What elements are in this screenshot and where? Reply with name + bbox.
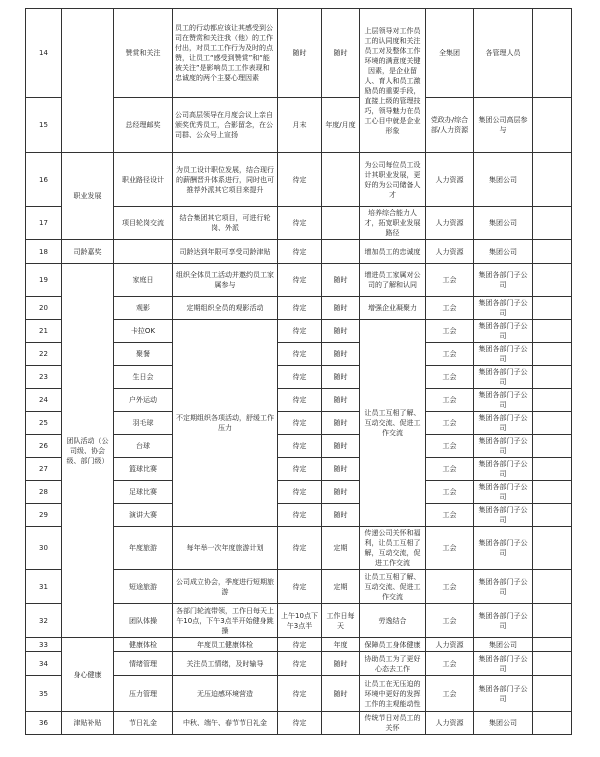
dept-cell: 工会 <box>426 366 474 389</box>
scope-cell: 各管理人员 <box>474 9 533 98</box>
time-cell: 定期 <box>322 527 360 570</box>
goal-cell: 让员工在无压迫的环境中更好的发挥工作的主观能动性 <box>360 676 426 712</box>
blank-cell <box>533 527 572 570</box>
dept-cell: 全集团 <box>426 9 474 98</box>
dept-cell: 工会 <box>426 604 474 638</box>
row-number: 31 <box>26 570 62 604</box>
time-cell: 随时 <box>322 389 360 412</box>
frequency-cell: 待定 <box>278 343 322 366</box>
frequency-cell: 待定 <box>278 435 322 458</box>
dept-cell: 工会 <box>426 481 474 504</box>
blank-cell <box>533 98 572 153</box>
frequency-cell: 待定 <box>278 412 322 435</box>
dept-cell: 工会 <box>426 458 474 481</box>
description-cell: 司龄达到年限可享受司龄津贴 <box>173 240 278 264</box>
scope-cell: 集团各部门子公司 <box>474 676 533 712</box>
blank-cell <box>533 320 572 343</box>
scope-cell: 集团公司 <box>474 638 533 652</box>
goal-cell: 增加员工的忠诚度 <box>360 240 426 264</box>
table-row <box>26 240 572 264</box>
item-cell: 观影 <box>114 297 173 320</box>
scope-cell: 集团公司高层参与 <box>474 98 533 153</box>
blank-cell <box>533 712 572 735</box>
item-cell: 短途旅游 <box>114 570 173 604</box>
blank-cell <box>533 638 572 652</box>
time-cell: 年度/月度 <box>322 98 360 153</box>
row-number: 24 <box>26 389 62 412</box>
description-cell: 公司高层领导在月度会议上亲自颁奖优秀员工，合影留念，在公司群、公众号上宣扬 <box>173 98 278 153</box>
item-cell: 年度旅游 <box>114 527 173 570</box>
goal-cell: 传递公司关怀和福利，让员工互相了解，互动交流，促进工作交流 <box>360 527 426 570</box>
item-cell: 职业路径设计 <box>114 153 173 207</box>
time-cell: 随时 <box>322 435 360 458</box>
item-cell: 户外运动 <box>114 389 173 412</box>
frequency-cell: 待定 <box>278 458 322 481</box>
scope-cell: 集团各部门子公司 <box>474 481 533 504</box>
category-cell: 津贴补贴 <box>62 712 114 735</box>
goal-cell: 保障员工身体健康 <box>360 638 426 652</box>
time-cell <box>322 153 360 207</box>
dept-cell: 工会 <box>426 297 474 320</box>
time-cell: 随时 <box>322 458 360 481</box>
item-cell: 台球 <box>114 435 173 458</box>
dept-cell: 人力资源 <box>426 153 474 207</box>
scope-cell: 集团各部门子公司 <box>474 366 533 389</box>
dept-cell: 工会 <box>426 343 474 366</box>
blank-cell <box>533 435 572 458</box>
frequency-cell: 待定 <box>278 264 322 297</box>
item-cell: 节日礼金 <box>114 712 173 735</box>
frequency-cell: 待定 <box>278 652 322 676</box>
frequency-cell: 待定 <box>278 638 322 652</box>
time-cell: 随时 <box>322 676 360 712</box>
table-row <box>26 264 572 297</box>
description-cell: 中秋、端午、春节节日礼金 <box>173 712 278 735</box>
item-cell: 项目轮岗交流 <box>114 207 173 240</box>
row-number: 32 <box>26 604 62 638</box>
description-cell: 员工的行动都应该让其感受到公司在赞赏和关注我（他）的工作付出，对员工工作行为及时的点赞，让员工“感受到赞赏”和“能被关注”是影响员工工作表现和忠诚度的两个主要心理因素 <box>173 9 278 98</box>
frequency-cell: 待定 <box>278 504 322 527</box>
frequency-cell: 待定 <box>278 297 322 320</box>
row-number: 19 <box>26 264 62 297</box>
item-cell: 羽毛球 <box>114 412 173 435</box>
item-cell: 足球比赛 <box>114 481 173 504</box>
item-cell: 卡拉OK <box>114 320 173 343</box>
scope-cell: 集团各部门子公司 <box>474 264 533 297</box>
description-cell: 每年举一次年度旅游计划 <box>173 527 278 570</box>
table-row <box>26 153 572 207</box>
goal-cell: 增进员工家属对公司的了解和认同 <box>360 264 426 297</box>
goal-cell: 传统节日对员工的关怀 <box>360 712 426 735</box>
scope-cell: 集团各部门子公司 <box>474 412 533 435</box>
goal-cell: 让员工互相了解、互动交流、促进工作交流 <box>360 320 426 527</box>
blank-cell <box>533 604 572 638</box>
frequency-cell: 待定 <box>278 676 322 712</box>
category-cell: 身心健康 <box>62 638 114 712</box>
time-cell: 随时 <box>322 481 360 504</box>
dept-cell: 人力资源 <box>426 240 474 264</box>
frequency-cell: 待定 <box>278 320 322 343</box>
time-cell: 随时 <box>322 412 360 435</box>
scope-cell: 集团各部门子公司 <box>474 570 533 604</box>
item-cell <box>114 240 173 264</box>
scope-cell: 集团公司 <box>474 240 533 264</box>
time-cell: 随时 <box>322 366 360 389</box>
blank-cell <box>533 481 572 504</box>
item-cell: 健康体检 <box>114 638 173 652</box>
row-number: 23 <box>26 366 62 389</box>
row-number: 28 <box>26 481 62 504</box>
description-cell: 不定期组织各项活动，舒缓工作压力 <box>173 320 278 527</box>
time-cell <box>322 240 360 264</box>
goal-cell: 为公司每位员工设计其职业发展，更好的为公司储备人才 <box>360 153 426 207</box>
goal-cell: 培养综合能力人才，拓宽职业发展路径 <box>360 207 426 240</box>
frequency-cell: 上午10点下午3点半 <box>278 604 322 638</box>
item-cell: 总经理邮奖 <box>114 98 173 153</box>
blank-cell <box>533 264 572 297</box>
item-cell: 团队体操 <box>114 604 173 638</box>
row-number: 20 <box>26 297 62 320</box>
dept-cell: 人力资源 <box>426 712 474 735</box>
category-cell <box>62 9 114 153</box>
item-cell: 生日会 <box>114 366 173 389</box>
dept-cell: 工会 <box>426 676 474 712</box>
description-cell: 各部门轮流带领，工作日每天上午10点，下午3点半开始健身跳操 <box>173 604 278 638</box>
time-cell: 随时 <box>322 504 360 527</box>
time-cell: 定期 <box>322 570 360 604</box>
scope-cell: 集团各部门子公司 <box>474 458 533 481</box>
row-number: 27 <box>26 458 62 481</box>
blank-cell <box>533 207 572 240</box>
blank-cell <box>533 297 572 320</box>
item-cell: 演讲大赛 <box>114 504 173 527</box>
row-number: 16 <box>26 153 62 207</box>
frequency-cell: 待定 <box>278 366 322 389</box>
scope-cell: 集团各部门子公司 <box>474 527 533 570</box>
frequency-cell: 待定 <box>278 712 322 735</box>
frequency-cell: 待定 <box>278 527 322 570</box>
item-cell: 家庭日 <box>114 264 173 297</box>
scope-cell: 集团各部门子公司 <box>474 652 533 676</box>
blank-cell <box>533 240 572 264</box>
scope-cell: 集团各部门子公司 <box>474 604 533 638</box>
row-number: 17 <box>26 207 62 240</box>
blank-cell <box>533 153 572 207</box>
time-cell <box>322 712 360 735</box>
dept-cell: 工会 <box>426 320 474 343</box>
row-number: 30 <box>26 527 62 570</box>
row-number: 33 <box>26 638 62 652</box>
frequency-cell: 待定 <box>278 481 322 504</box>
scope-cell: 集团公司 <box>474 712 533 735</box>
category-cell: 司龄嘉奖 <box>62 240 114 264</box>
time-cell: 随时 <box>322 9 360 98</box>
table-row <box>26 638 572 652</box>
scope-cell: 集团各部门子公司 <box>474 389 533 412</box>
blank-cell <box>533 9 572 98</box>
table-row <box>26 712 572 735</box>
goal-cell: 协助员工为了更好心态去工作 <box>360 652 426 676</box>
scope-cell: 集团各部门子公司 <box>474 435 533 458</box>
row-number: 29 <box>26 504 62 527</box>
time-cell <box>322 207 360 240</box>
description-cell: 结合集团其它项目，可进行轮岗、外派 <box>173 207 278 240</box>
scope-cell: 集团各部门子公司 <box>474 297 533 320</box>
item-cell: 情绪管理 <box>114 652 173 676</box>
row-number: 18 <box>26 240 62 264</box>
row-number: 14 <box>26 9 62 98</box>
time-cell: 随时 <box>322 343 360 366</box>
table-row <box>26 9 572 98</box>
dept-cell: 工会 <box>426 527 474 570</box>
dept-cell: 工会 <box>426 264 474 297</box>
time-cell: 随时 <box>322 652 360 676</box>
scope-cell: 集团公司 <box>474 207 533 240</box>
dept-cell: 工会 <box>426 570 474 604</box>
blank-cell <box>533 676 572 712</box>
dept-cell: 工会 <box>426 412 474 435</box>
frequency-cell: 月末 <box>278 98 322 153</box>
frequency-cell: 待定 <box>278 570 322 604</box>
description-cell: 定期组织全员的观影活动 <box>173 297 278 320</box>
blank-cell <box>533 504 572 527</box>
goal-cell: 劳逸结合 <box>360 604 426 638</box>
scope-cell: 集团各部门子公司 <box>474 504 533 527</box>
dept-cell: 党政办/综合部/人力资源 <box>426 98 474 153</box>
row-number: 25 <box>26 412 62 435</box>
time-cell: 随时 <box>322 264 360 297</box>
item-cell: 聚餐 <box>114 343 173 366</box>
frequency-cell: 待定 <box>278 240 322 264</box>
goal-cell: 让员工互相了解、互动交流、促进工作交流 <box>360 570 426 604</box>
time-cell: 随时 <box>322 320 360 343</box>
category-cell: 团队活动（公司级、协会级、部门级） <box>62 264 114 638</box>
description-cell: 无压迫感环境营造 <box>173 676 278 712</box>
dept-cell: 人力资源 <box>426 207 474 240</box>
description-cell: 关注员工情绪，及时输导 <box>173 652 278 676</box>
frequency-cell: 待定 <box>278 153 322 207</box>
blank-cell <box>533 570 572 604</box>
item-cell: 篮球比赛 <box>114 458 173 481</box>
blank-cell <box>533 389 572 412</box>
dept-cell: 工会 <box>426 652 474 676</box>
description-cell: 为员工设计职位发展，结合现行的薪酬晋升体系进行，同时也可推荐外派其它项目来提升 <box>173 153 278 207</box>
dept-cell: 工会 <box>426 435 474 458</box>
row-number: 21 <box>26 320 62 343</box>
item-cell: 压力管理 <box>114 676 173 712</box>
dept-cell: 工会 <box>426 389 474 412</box>
frequency-cell: 随时 <box>278 9 322 98</box>
row-number: 22 <box>26 343 62 366</box>
row-number: 36 <box>26 712 62 735</box>
description-cell: 公司成立协会，季度进行短期旅游 <box>173 570 278 604</box>
blank-cell <box>533 366 572 389</box>
frequency-cell: 待定 <box>278 389 322 412</box>
dept-cell: 工会 <box>426 504 474 527</box>
benefits-table <box>25 8 572 735</box>
dept-cell: 人力资源 <box>426 638 474 652</box>
time-cell: 工作日每天 <box>322 604 360 638</box>
scope-cell: 集团各部门子公司 <box>474 320 533 343</box>
scope-cell: 集团公司 <box>474 153 533 207</box>
blank-cell <box>533 652 572 676</box>
description-cell: 组织全体员工活动并邀约员工家属参与 <box>173 264 278 297</box>
goal-cell: 上层领导对工作员工的认同度和关注员工对及整体工作环境的满意度关键因素，是企业留人、育人和员工激励员的重要手段，直接上级的管理技巧，领导魅力在员工心目中就是企业形象 <box>360 9 426 153</box>
row-number: 26 <box>26 435 62 458</box>
row-number: 35 <box>26 676 62 712</box>
description-cell: 年度员工健康体检 <box>173 638 278 652</box>
time-cell: 年度 <box>322 638 360 652</box>
frequency-cell: 待定 <box>278 207 322 240</box>
blank-cell <box>533 343 572 366</box>
scope-cell: 集团各部门子公司 <box>474 343 533 366</box>
row-number: 34 <box>26 652 62 676</box>
time-cell: 随时 <box>322 297 360 320</box>
row-number: 15 <box>26 98 62 153</box>
blank-cell <box>533 412 572 435</box>
blank-cell <box>533 458 572 481</box>
goal-cell: 增强企业凝聚力 <box>360 297 426 320</box>
item-cell: 赞赏和关注 <box>114 9 173 98</box>
category-cell: 职业发展 <box>62 153 114 240</box>
